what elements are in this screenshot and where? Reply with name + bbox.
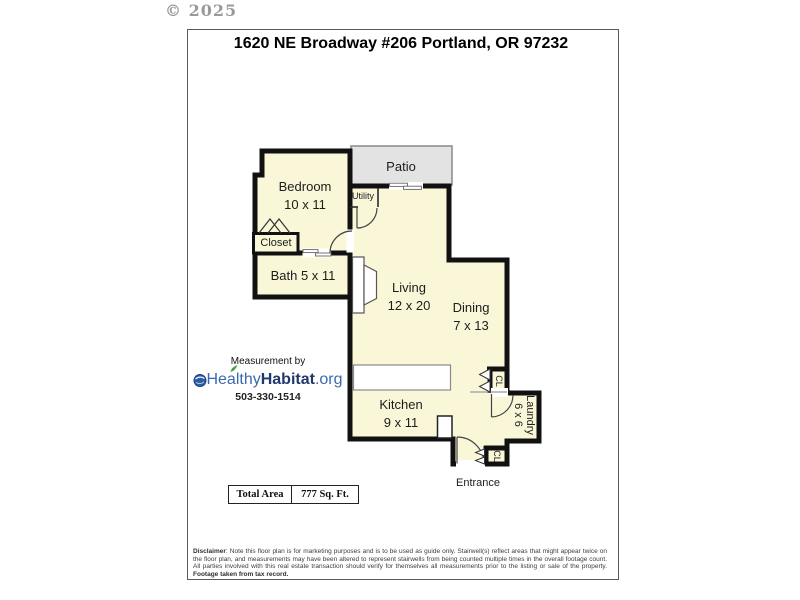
logo-row	[193, 371, 342, 389]
duct-box	[438, 416, 453, 438]
room-label-closet: Closet	[260, 237, 292, 249]
phone-number: 503-330-1514	[235, 391, 301, 403]
room-name: Laundry	[524, 395, 536, 435]
room-label-cl-upper: CL	[494, 375, 504, 387]
pocket-panel-2	[316, 253, 332, 256]
room-label-kitchen	[379, 396, 422, 432]
room-dims: 12 x 20	[387, 298, 431, 313]
room-label-dining	[453, 299, 490, 335]
disclaimer-body: : Note this floor plan is for marketing purposes and is to be used as guide only. Stairwell(s) reflect areas that might appear twice on the floor plan, and measurements may have been altered to represent stairwells from being counted multiple times in the overall footage count. All parties involved with this real estate transaction should verify for themselves all measurements prior to the listing or sale of the property.	[193, 548, 607, 571]
total-area-value: 777 Sq. Ft.	[301, 489, 349, 500]
room-name: Living	[392, 280, 426, 295]
fireplace-box	[364, 265, 377, 305]
healthyhabitat-logo	[193, 371, 342, 389]
copyright-watermark: © 2025	[165, 1, 238, 20]
door-opening-bedroom	[347, 230, 355, 253]
page-title: 1620 NE Broadway #206 Portland, OR 97232	[233, 35, 569, 52]
disclaimer-tail: Footage taken from tax record.	[193, 570, 289, 578]
total-area-table	[228, 485, 359, 504]
fireplace-hearth	[353, 257, 365, 313]
room-dims: 6 x 6	[512, 403, 524, 427]
room-label-laundry	[512, 395, 536, 435]
room-label-cl-lower: CL	[492, 450, 502, 462]
room-label-bedroom	[279, 178, 332, 214]
disclaimer-lead: Disclaimer	[193, 548, 226, 555]
room-label-bath: Bath 5 x 11	[270, 268, 336, 283]
logo-text-org: .org	[314, 371, 343, 388]
room-dims: 10 x 11	[284, 197, 326, 212]
measurement-by-label: Measurement by	[230, 356, 306, 367]
room-label-patio: Patio	[386, 159, 416, 174]
room-dims: 9 x 11	[383, 415, 419, 430]
room-label-living	[388, 279, 431, 315]
disclaimer-text	[193, 548, 607, 578]
total-area-label: Total Area	[229, 486, 292, 503]
entrance-label: Entrance	[455, 477, 501, 489]
room-label-utility: Utility	[352, 191, 374, 201]
leaf-icon	[229, 364, 239, 373]
slider-panel-2	[404, 186, 422, 189]
globe-icon	[193, 374, 206, 387]
room-name: Kitchen	[379, 397, 423, 412]
pocket-panel-1	[303, 250, 318, 253]
room-dims: 7 x 13	[453, 318, 489, 333]
kitchen-counter	[354, 365, 451, 390]
logo-text-habitat: Habitat	[260, 371, 315, 388]
room-name: Dining	[452, 300, 490, 315]
logo-text-healthy: Healthy	[206, 371, 261, 388]
room-name: Bedroom	[278, 179, 332, 194]
